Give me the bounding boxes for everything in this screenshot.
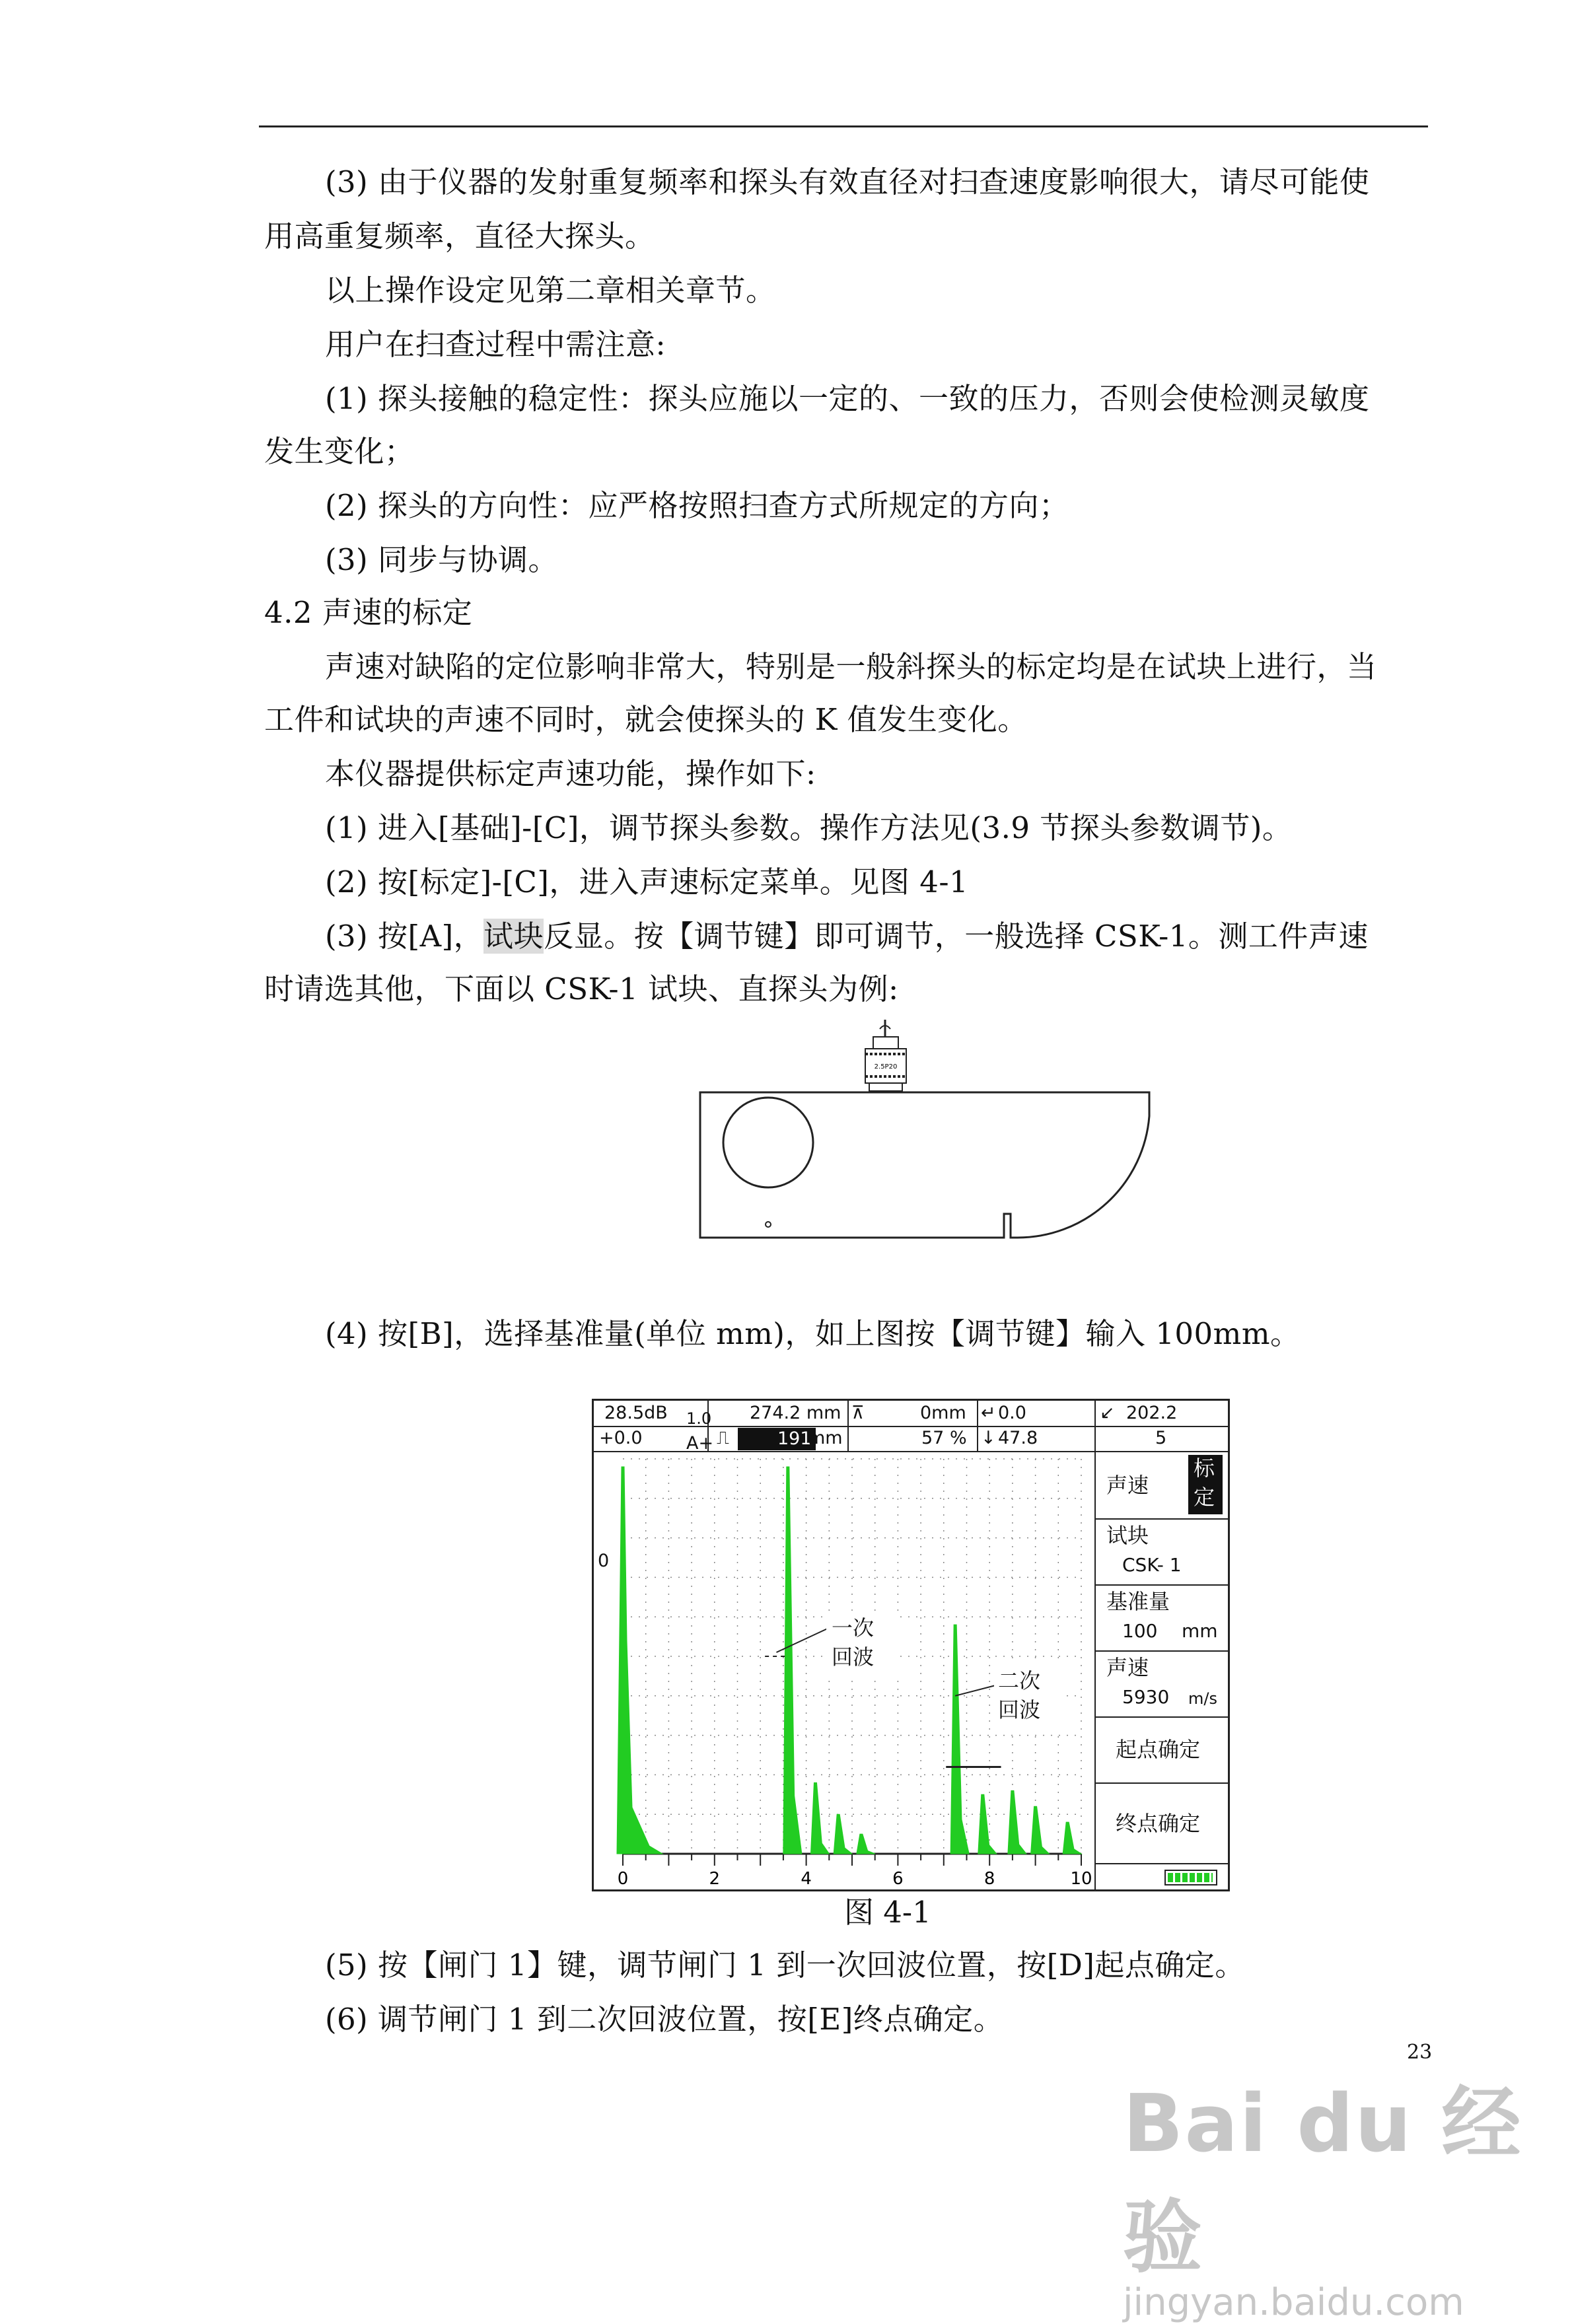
echo-peak (857, 1834, 875, 1854)
depth-value: 0mm (920, 1403, 966, 1423)
mode-line-2: 定 (1194, 1485, 1215, 1510)
gain-value: 28.5dB (604, 1403, 668, 1423)
echo-peak (1008, 1790, 1026, 1854)
watermark-url: jingyan.baidu.com (1123, 2281, 1464, 2324)
baidu-watermark (1123, 2060, 1572, 2324)
sound-path-value: 202.2 (1126, 1403, 1178, 1423)
para-line-18: (5) 按【闸门 1】键，调节闸门 1 到一次回波位置，按[D]起点确定。 (325, 1948, 1245, 1983)
mode-line-1: 标 (1194, 1456, 1215, 1481)
block-label: 试块 (1106, 1523, 1149, 1548)
reference-unit: mm (1182, 1620, 1218, 1642)
gate-icon: ⎍ (717, 1428, 729, 1448)
range-value: 274.2 mm (750, 1403, 841, 1423)
para-line-6: 发生变化； (264, 434, 415, 469)
end-confirm-button[interactable]: 终点确定 (1116, 1811, 1201, 1836)
amplitude-value: 57 % (921, 1428, 967, 1448)
echo-peak (834, 1814, 852, 1854)
para-line-3: 以上操作设定见第二章相关章节。 (325, 273, 776, 308)
page-number: 23 (1407, 2041, 1433, 2064)
x-tick-label: 4 (801, 1869, 812, 1889)
para-line-19: (6) 调节闸门 1 到二次回波位置，按[E]终点确定。 (325, 2002, 1004, 2037)
para-line-13: (1) 进入[基础]-[C]，调节探头参数。操作方法见(3.9 节探头参数调节)。 (325, 810, 1293, 845)
speed-unit: m/s (1188, 1689, 1217, 1708)
x-tick-label: 8 (983, 1869, 995, 1889)
echo-peak (1031, 1806, 1050, 1854)
para-line-10: 声速对缺陷的定位影响非常大，特别是一般斜探头的标定均是在试块上进行，当 (325, 649, 1377, 684)
x-tick-label: 0 (617, 1869, 629, 1889)
para-line-8: (3) 同步与协调。 (325, 542, 559, 577)
line-part-before: (3) 按[A]， (325, 919, 484, 954)
step-value: 1.0 (686, 1409, 712, 1428)
para-line-2: 用高重复频率，直径大探头。 (264, 219, 655, 254)
echo-peak (617, 1467, 662, 1854)
line-part-after: 反显。按【调节键】即可调节，一般选择 CSK-1。测工件声速 (544, 919, 1369, 954)
menu-title: 声速 (1106, 1473, 1149, 1498)
speed-label: 声速 (1106, 1655, 1149, 1680)
echo1-leader (776, 1628, 829, 1652)
echo-peak (783, 1467, 802, 1854)
echo2-leader (955, 1685, 998, 1696)
header-rule (259, 125, 1428, 127)
probe-icon (865, 1020, 906, 1091)
highlighted-word: 试块 (483, 919, 544, 954)
echo-peak (810, 1782, 829, 1854)
offset-value: +0.0 (599, 1428, 643, 1448)
test-block-diagram (687, 1017, 1169, 1248)
echo2-label-line2: 回波 (998, 1697, 1041, 1722)
echo-peak (978, 1794, 997, 1854)
echo1-label-line2: 回波 (832, 1644, 875, 1670)
echo2-label-line1: 二次 (998, 1668, 1041, 1693)
para-line-7: (2) 探头的方向性：应严格按照扫查方式所规定的方向； (325, 488, 1069, 523)
start-confirm-button[interactable]: 起点确定 (1116, 1737, 1201, 1762)
figure-caption: 图 4-1 (844, 1895, 931, 1930)
echo1-label-line1: 一次 (832, 1615, 875, 1640)
reference-label: 基准量 (1106, 1589, 1170, 1614)
angle-icon: ↵ (981, 1403, 996, 1423)
depth2-value: 47.8 (998, 1428, 1038, 1448)
watermark-logo: Bai du 经验 (1123, 2078, 1522, 2284)
reference-value[interactable]: 100 (1122, 1620, 1158, 1642)
x-tick-label: 10 (1070, 1869, 1092, 1889)
x-tick-label: 2 (709, 1869, 721, 1889)
x-tick-label: 6 (892, 1869, 904, 1889)
gate-unit: mm (808, 1428, 843, 1448)
echo-peak (950, 1625, 969, 1854)
battery-icon (1164, 1870, 1217, 1885)
speed-value[interactable]: 5930 (1122, 1686, 1170, 1708)
para-line-1: (3) 由于仪器的发射重复频率和探头有效直径对扫查速度影响很大，请尽可能使 (325, 164, 1370, 199)
sound-path-icon: ↙ (1100, 1403, 1115, 1423)
section-heading: 4.2 声速的标定 (264, 595, 473, 630)
para-line-16: 时请选其他，下面以 CSK-1 试块、直探头为例: (264, 971, 899, 1006)
probe-type-icon: ⊼ (851, 1403, 865, 1423)
para-line-5: (1) 探头接触的稳定性：探头应施以一定的、一致的压力，否则会使检测灵敏度 (325, 381, 1370, 416)
gate-position: 191 (738, 1428, 816, 1450)
block-value[interactable]: CSK- 1 (1122, 1554, 1182, 1576)
rect-mode: A+ (686, 1433, 714, 1454)
para-line-11: 工件和试块的声速不同时，就会使探头的 K 值发生变化。 (264, 702, 1028, 737)
para-line-14: (2) 按[标定]-[C]，进入声速标定菜单。见图 4-1 (325, 864, 969, 899)
probe-label: 2.5P20 (874, 1063, 898, 1071)
para-line-15 (325, 917, 1369, 956)
depth-icon: ↓ (981, 1428, 996, 1448)
para-line-12: 本仪器提供标定声速功能，操作如下: (325, 756, 816, 791)
para-line-4: 用户在扫查过程中需注意: (325, 327, 666, 362)
number-value: 5 (1155, 1428, 1167, 1448)
y-axis-label: 0 (598, 1551, 610, 1571)
instrument-screen (592, 1399, 1230, 1891)
angle-value: 0.0 (998, 1403, 1026, 1423)
para-line-17: (4) 按[B]，选择基准量(单位 mm)，如上图按【调节键】输入 100mm。 (325, 1316, 1301, 1351)
echo-peak (1063, 1822, 1081, 1854)
